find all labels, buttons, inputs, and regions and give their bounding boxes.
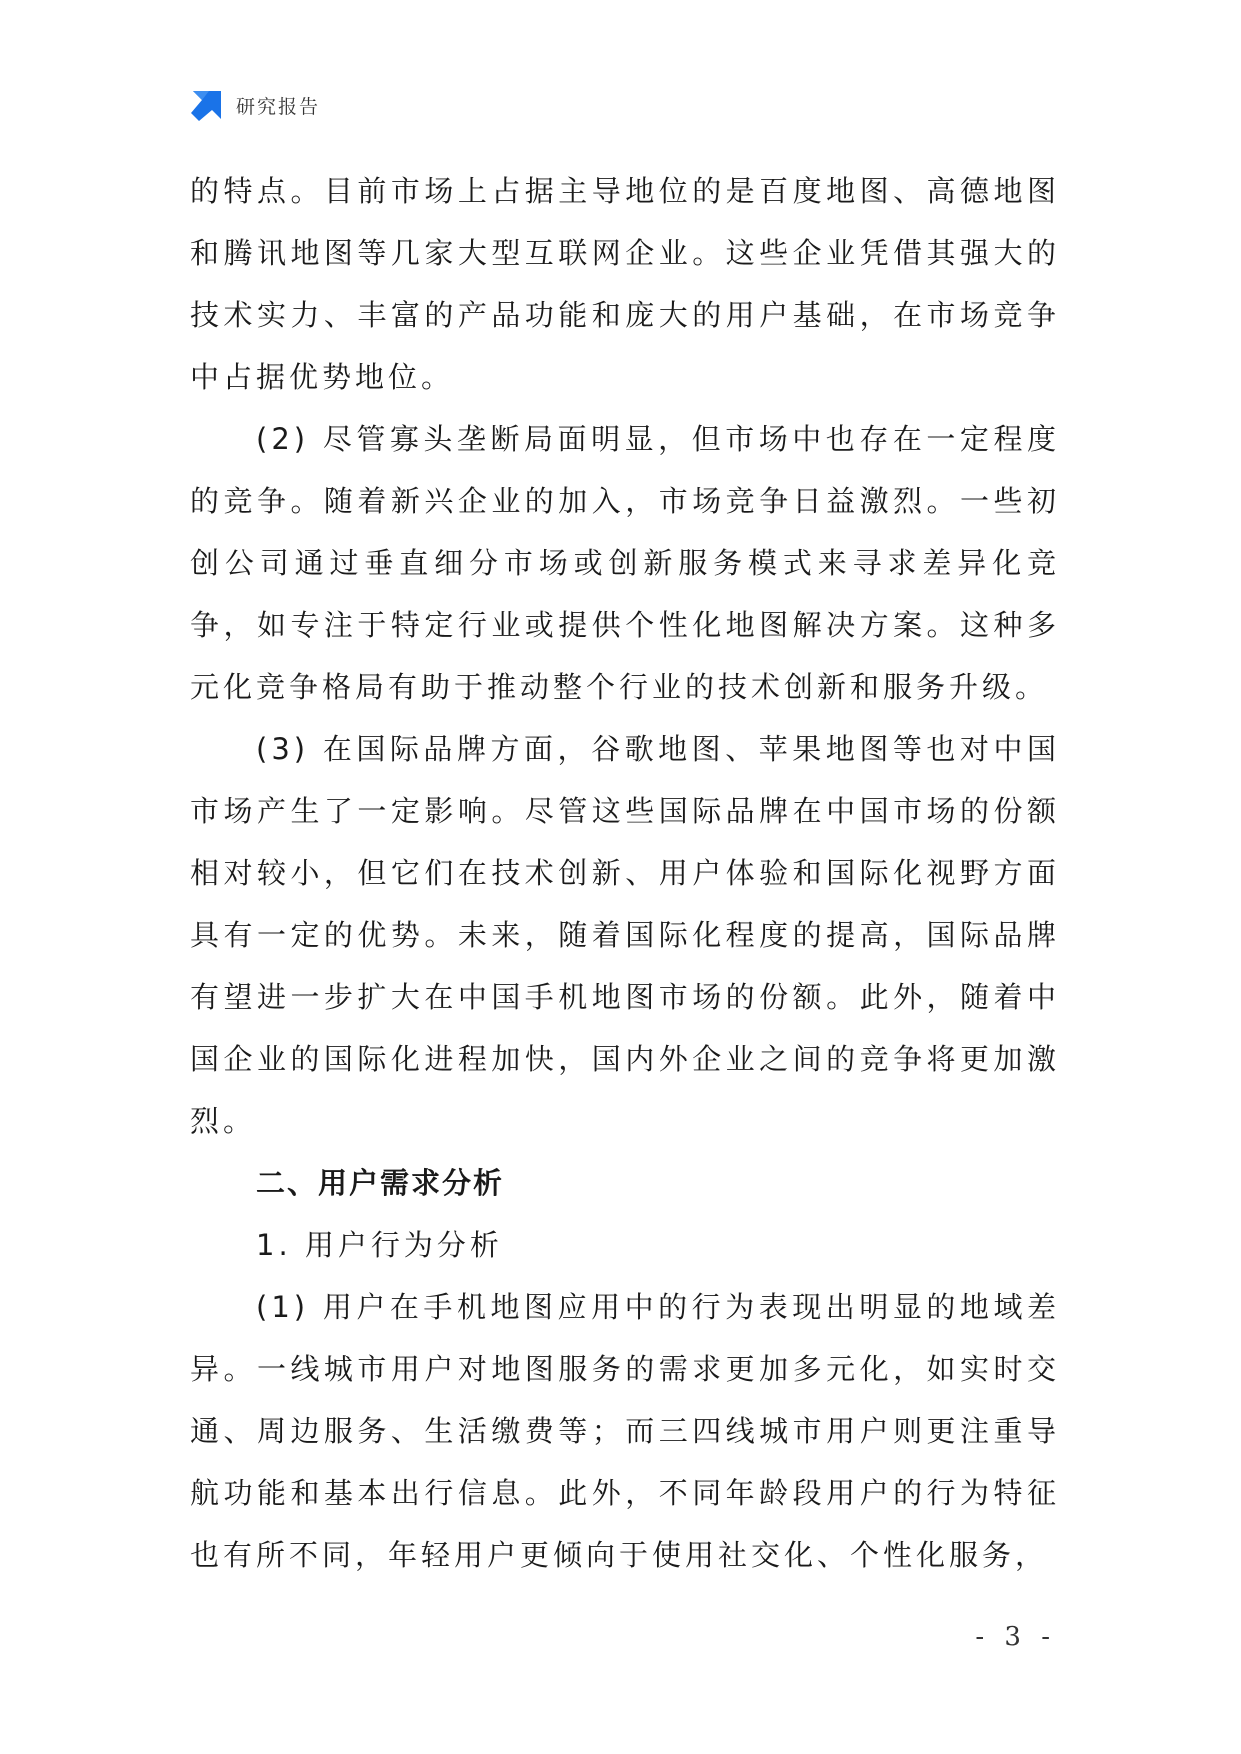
subsection-heading: 1. 用户行为分析 [256,1228,503,1262]
paragraph-item-3: (3) 在国际品牌方面，谷歌地图、苹果地图等也对中国市场产生了一定影响。尽管这些国际品牌在中国市场的份额相对较小，但它们在技术创新、用户体验和国际化视野方面具有一定的优势。未来，随着国际化程度的提高，国际品牌有望进一步扩大在中国手机地图市场的份额。此外，随着中国企业的国际化进程加快，国内外企业之间的竞争将更加激烈。 [190,732,1060,1138]
paragraph-item-2: (2) 尽管寡头垄断局面明显，但市场中也存在一定程度的竞争。随着新兴企业的加入，市场竞争日益激烈。一些初创公司通过垂直细分市场或创新服务模式来寻求差异化竞争，如专注于特定行业或提供个性化地图解决方案。这种多元化竞争格局有助于推动整个行业的技术创新和服务升级。 [190,422,1060,704]
document-body [190,160,1060,1586]
arrow-up-right-icon [190,88,224,122]
paragraph-user-behavior: (1) 用户在手机地图应用中的行为表现出明显的地域差异。一线城市用户对地图服务的需求更加多元化，如实时交通、周边服务、生活缴费等；而三四线城市用户则更注重导航功能和基本出行信息。此外，不同年龄段用户的行为特征也有所不同，年轻用户更倾向于使用社交化、个性化服务， [190,1290,1060,1572]
report-brand-label: 研究报告 [236,95,321,118]
page-number: - 3 - [975,1622,1056,1652]
section-heading: 二、用户需求分析 [256,1166,505,1200]
paragraph-continued: 的特点。目前市场上占据主导地位的是百度地图、高德地图和腾讯地图等几家大型互联网企业。这些企业凭借其强大的技术实力、丰富的产品功能和庞大的用户基础，在市场竞争中占据优势地位。 [190,174,1060,394]
page-header [190,88,320,122]
